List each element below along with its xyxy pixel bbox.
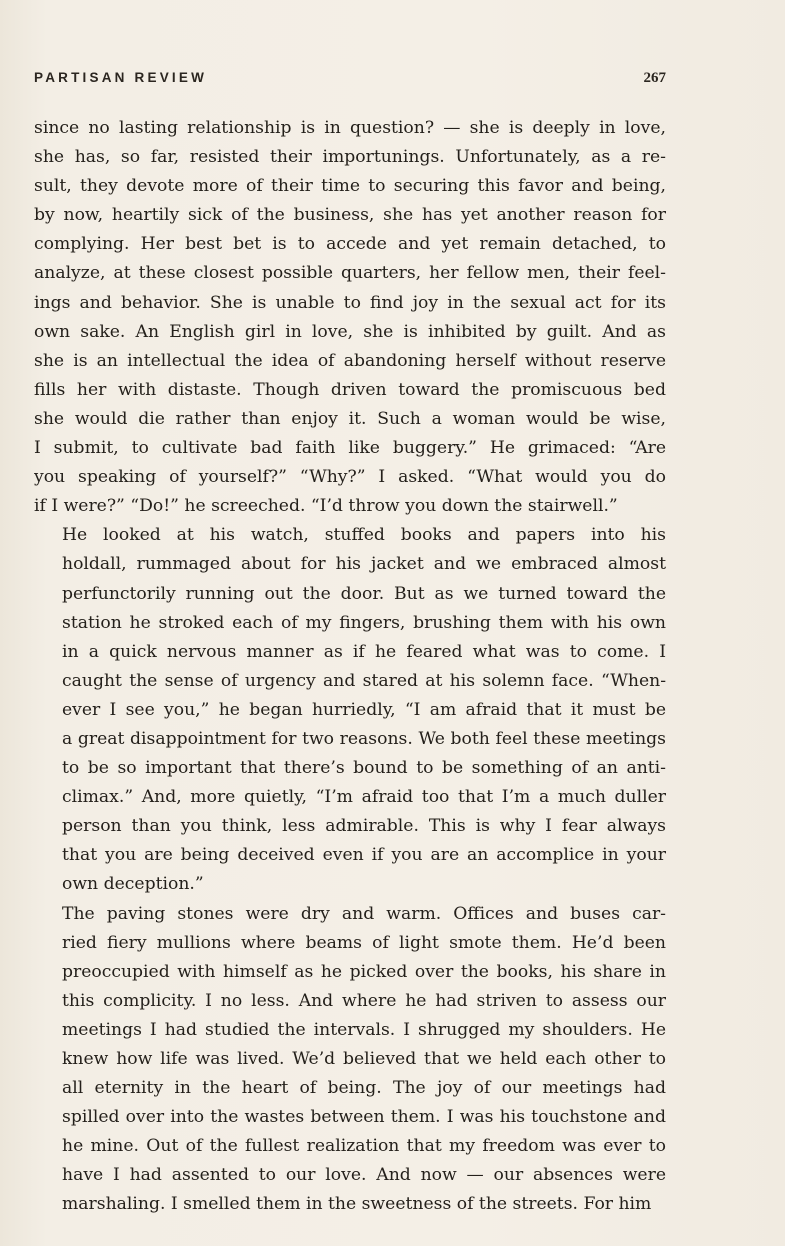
text-line: holdall, rummaged about for his jacket and we embraced almost [62,554,666,575]
text-line: ever I see you,” he began hurriedly, “I am afraid that it must be [62,699,666,720]
text-line: you speaking of yourself?” “Why?” I asked. “What would you do [34,467,666,488]
text-line: she is an intellectual the idea of abandoning herself without reserve [34,350,666,371]
text-line: he mine. Out of the fullest realization that my freedom was ever to [62,1136,666,1157]
text-line: a great disappointment for two reasons. We both feel these meetings [62,728,666,749]
text-line: perfunctorily running out the door. But as we turned toward the [62,583,666,604]
text-line: meetings I had studied the intervals. I shrugged my shoulders. He [62,1019,666,1040]
text-line: person than you think, less admirable. This is why I fear always [62,816,666,837]
text-line: complying. Her best bet is to accede and yet remain detached, to [34,234,666,255]
text-line: The paving stones were dry and warm. Offices and buses car- [62,903,666,924]
text-line: caught the sense of urgency and stared at his solemn face. “When- [62,670,666,691]
text-line: marshaling. I smelled them in the sweetness of the streets. For him [62,1194,652,1215]
paragraph [34,114,666,521]
text-line: spilled over into the wastes between them. I was his touchstone and [62,1107,666,1128]
text-line: she would die rather than enjoy it. Such a woman would be wise, [34,408,666,429]
text-line: fills her with distaste. Though driven toward the promiscuous bed [34,379,666,400]
text-line: own sake. An English girl in love, she is inhibited by guilt. And as [34,321,666,342]
journal-title: PARTISAN REVIEW [34,70,208,85]
text-line: to be so important that there’s bound to be something of an anti- [62,758,666,779]
page-number: 267 [643,70,666,86]
paragraph [34,900,666,1220]
text-line: station he stroked each of my fingers, brushing them with his own [62,612,666,633]
text-line: I submit, to cultivate bad faith like buggery.” He grimaced: “Are [34,438,666,459]
text-line: sult, they devote more of their time to securing this favor and being, [34,176,666,197]
text-line: He looked at his watch, stuffed books and papers into his [62,525,666,546]
text-line: ried fiery mullions where beams of light smote them. He’d been [62,932,666,953]
running-head [34,70,666,92]
text-line: in a quick nervous manner as if he feared what was to come. I [62,641,666,662]
text-line: since no lasting relationship is in question? — she is deeply in love, [34,118,666,138]
text-line: knew how life was lived. We’d believed that we held each other to [62,1049,666,1069]
paragraph [34,521,666,899]
text-line: this complicity. I no less. And where he had striven to assess our [62,990,666,1011]
text-line: own deception.” [62,874,204,895]
text-line: by now, heartily sick of the business, she has yet another reason for [34,205,666,226]
text-line: she has, so far, resisted their importunings. Unfortunately, as a re- [34,147,666,168]
text-line: climax.” And, more quietly, “I’m afraid too that I’m a much duller [62,787,666,808]
text-line: analyze, at these closest possible quarters, her fellow men, their feel- [34,263,666,284]
text-line: have I had assented to our love. And now — our absences were [62,1165,666,1186]
body-text [34,114,666,1220]
text-line: preoccupied with himself as he picked over the books, his share in [62,961,666,982]
text-line: if I were?” “Do!” he screeched. “I’d throw you down the stairwell.” [34,496,618,517]
text-line: ings and behavior. She is unable to find joy in the sexual act for its [34,292,666,313]
text-line: all eternity in the heart of being. The joy of our meetings had [62,1078,666,1099]
text-line: that you are being deceived even if you are an accomplice in your [62,845,666,866]
